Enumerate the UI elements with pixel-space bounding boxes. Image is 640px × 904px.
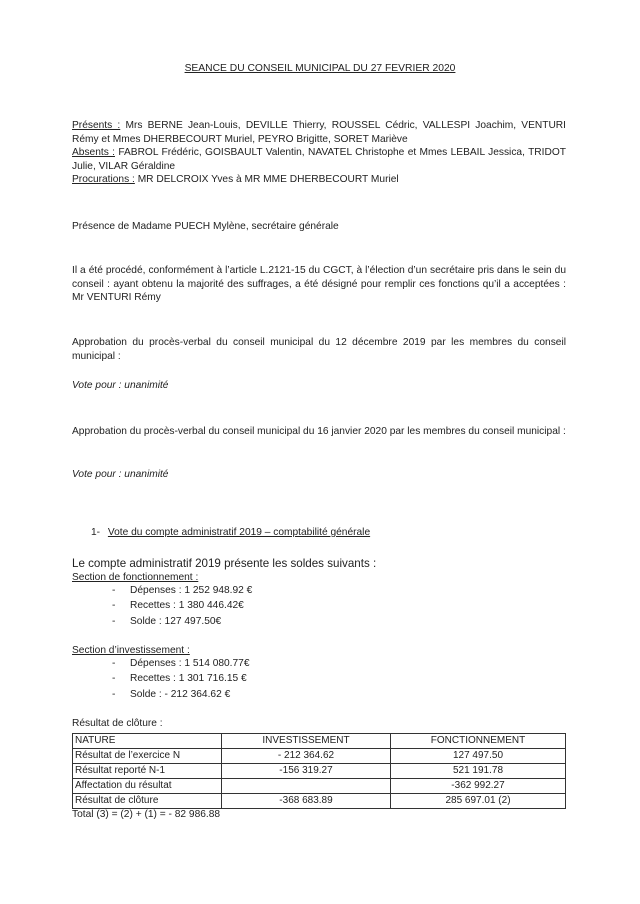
table-cell: Affectation du résultat bbox=[73, 779, 222, 794]
result-table bbox=[72, 733, 566, 809]
table-row bbox=[73, 794, 566, 809]
approval-2-text: Approbation du procès-verbal du conseil municipal du 16 janvier 2020 par les membres du conseil municipal : bbox=[72, 426, 566, 437]
fonctionnement-item: - Solde : 127 497.50€ bbox=[72, 614, 566, 629]
table-row bbox=[73, 779, 566, 794]
table-cell: 127 497.50 bbox=[391, 749, 566, 764]
table-header-cell: FONCTIONNEMENT bbox=[391, 734, 566, 749]
table-cell: Résultat reporté N-1 bbox=[73, 764, 222, 779]
table-header-cell: INVESTISSEMENT bbox=[222, 734, 391, 749]
document-title: SEANCE DU CONSEIL MUNICIPAL DU 27 FEVRIER 2020 bbox=[184, 63, 456, 74]
section-1-heading bbox=[91, 527, 370, 538]
secretary-presence: Présence de Madame PUECH Mylène, secrétaire générale bbox=[72, 221, 339, 232]
table-cell bbox=[222, 779, 391, 794]
presents-text: Mrs BERNE Jean-Louis, DEVILLE Thierry, ROUSSEL Cédric, VALLESPI Joachim, VENTURI Rémy et Mmes DHERBECOURT Muriel, PEYRO Brigitte, SORET Mariève bbox=[72, 120, 566, 145]
table-row bbox=[73, 764, 566, 779]
table-header-row bbox=[73, 734, 566, 749]
section-1-number: 1- bbox=[91, 527, 101, 538]
approval-1-vote: Vote pour : unanimité bbox=[72, 380, 169, 391]
table-cell: - 212 364.62 bbox=[222, 749, 391, 764]
investissement-item: - Solde : - 212 364.62 € bbox=[72, 687, 566, 702]
table-cell: -156 319.27 bbox=[222, 764, 391, 779]
section-1-intro: Le compte administratif 2019 présente les soldes suivants : bbox=[72, 557, 377, 570]
approval-1-text: Approbation du procès-verbal du conseil municipal du 12 décembre 2019 par les membres du conseil municipal : bbox=[72, 337, 566, 362]
attendance-block bbox=[72, 119, 566, 187]
investissement-section bbox=[72, 645, 566, 702]
election-paragraph: Il a été procédé, conformément à l’article L.2121-15 du CGCT, à l’élection d’un secrétaire pris dans le sein du conseil : ayant obtenu la majorité des suffrages, a été désigné pour remplir ces fonctions qu’il a acceptées : Mr VENTURI Rémy bbox=[72, 265, 566, 304]
table-header-cell: NATURE bbox=[73, 734, 222, 749]
approval-2-vote: Vote pour : unanimité bbox=[72, 469, 169, 480]
fonctionnement-heading: Section de fonctionnement : bbox=[72, 572, 199, 583]
fonctionnement-item: - Recettes : 1 380 446.42€ bbox=[72, 598, 566, 613]
investissement-heading: Section d’investissement : bbox=[72, 645, 190, 656]
absents-label: Absents : bbox=[72, 147, 115, 159]
absents-text: FABROL Frédéric, GOISBAULT Valentin, NAVATEL Christophe et Mmes LEBAIL Jessica, TRIDOT Julie, VILAR Géraldine bbox=[72, 147, 566, 172]
table-row bbox=[73, 749, 566, 764]
section-1-title: Vote du compte administratif 2019 – comptabilité générale bbox=[107, 527, 371, 538]
result-total: Total (3) = (2) + (1) = - 82 986.88 bbox=[72, 809, 221, 820]
procurations-label: Procurations : bbox=[72, 174, 135, 186]
table-cell: 285 697.01 (2) bbox=[391, 794, 566, 809]
table-cell: Résultat de clôture bbox=[73, 794, 222, 809]
procurations-text: MR DELCROIX Yves à MR MME DHERBECOURT Muriel bbox=[134, 174, 399, 186]
table-cell: Résultat de l’exercice N bbox=[73, 749, 222, 764]
presents-line bbox=[72, 119, 566, 146]
table-cell: -368 683.89 bbox=[222, 794, 391, 809]
result-caption: Résultat de clôture : bbox=[72, 718, 163, 729]
procurations-line bbox=[72, 173, 566, 187]
table-cell: -362 992.27 bbox=[391, 779, 566, 794]
presents-label: Présents : bbox=[72, 120, 121, 131]
investissement-item: - Dépenses : 1 514 080.77€ bbox=[72, 656, 566, 671]
investissement-item: - Recettes : 1 301 716.15 € bbox=[72, 671, 566, 686]
absents-line bbox=[72, 146, 566, 173]
table-cell: 521 191.78 bbox=[391, 764, 566, 779]
fonctionnement-section bbox=[72, 572, 566, 629]
fonctionnement-item: - Dépenses : 1 252 948.92 € bbox=[72, 583, 566, 598]
